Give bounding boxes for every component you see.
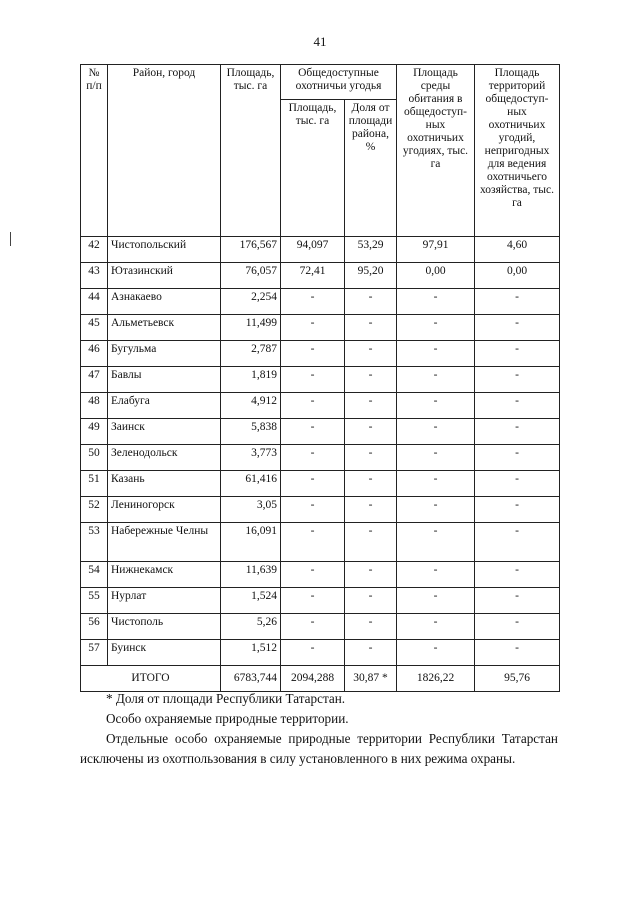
row-public-area: - — [281, 497, 345, 523]
table-row — [81, 393, 560, 419]
table-row — [81, 614, 560, 640]
row-num: 53 — [81, 523, 108, 562]
row-num: 47 — [81, 367, 108, 393]
row-num: 44 — [81, 289, 108, 315]
row-public-share: - — [345, 341, 397, 367]
hunting-lands-table — [80, 64, 560, 692]
row-habitat: - — [397, 393, 475, 419]
row-habitat: - — [397, 614, 475, 640]
row-public-area: - — [281, 419, 345, 445]
row-unsuitable: - — [475, 419, 560, 445]
table-row — [81, 445, 560, 471]
row-habitat: 0,00 — [397, 263, 475, 289]
row-public-area: - — [281, 640, 345, 666]
margin-mark — [10, 232, 11, 246]
row-habitat: - — [397, 445, 475, 471]
row-area: 3,05 — [221, 497, 281, 523]
row-unsuitable: 0,00 — [475, 263, 560, 289]
row-area: 5,26 — [221, 614, 281, 640]
row-unsuitable: - — [475, 588, 560, 614]
row-unsuitable: - — [475, 497, 560, 523]
row-unsuitable: - — [475, 523, 560, 562]
row-habitat: - — [397, 562, 475, 588]
row-public-share: 53,29 — [345, 237, 397, 263]
footnote: * Доля от площади Республики Татарстан. — [106, 691, 346, 706]
row-area: 5,838 — [221, 419, 281, 445]
row-public-share: - — [345, 315, 397, 341]
row-public-share: - — [345, 497, 397, 523]
row-num: 46 — [81, 341, 108, 367]
total-label: ИТОГО — [81, 666, 221, 692]
row-num: 48 — [81, 393, 108, 419]
row-public-share: - — [345, 640, 397, 666]
row-public-area: - — [281, 588, 345, 614]
row-public-share: - — [345, 367, 397, 393]
row-district: Заинск — [108, 419, 221, 445]
row-habitat: - — [397, 289, 475, 315]
row-area: 16,091 — [221, 523, 281, 562]
table-row — [81, 523, 560, 562]
row-habitat: - — [397, 471, 475, 497]
row-unsuitable: 4,60 — [475, 237, 560, 263]
row-public-area: - — [281, 289, 345, 315]
total-row — [81, 666, 560, 692]
row-num: 52 — [81, 497, 108, 523]
row-num: 56 — [81, 614, 108, 640]
row-district: Бавлы — [108, 367, 221, 393]
row-area: 2,254 — [221, 289, 281, 315]
row-habitat: - — [397, 315, 475, 341]
body-paragraph: Отдельные особо охраняемые природные территории Республики Татарстан исключены из охотпользования в силу установленного в них режима охраны. — [80, 731, 558, 766]
table-row — [81, 367, 560, 393]
table-row — [81, 341, 560, 367]
row-district: Зеленодольск — [108, 445, 221, 471]
row-habitat: - — [397, 419, 475, 445]
row-area: 1,819 — [221, 367, 281, 393]
row-public-area: 94,097 — [281, 237, 345, 263]
row-district: Казань — [108, 471, 221, 497]
row-area: 176,567 — [221, 237, 281, 263]
row-num: 54 — [81, 562, 108, 588]
row-public-share: - — [345, 588, 397, 614]
row-district: Ютазинский — [108, 263, 221, 289]
header-public-area: Площадь, тыс. га — [281, 100, 345, 237]
row-area: 11,499 — [221, 315, 281, 341]
row-habitat: 97,91 — [397, 237, 475, 263]
row-district: Набережные Челны — [108, 523, 221, 562]
row-num: 45 — [81, 315, 108, 341]
row-habitat: - — [397, 640, 475, 666]
total-unsuitable: 95,76 — [475, 666, 560, 692]
row-district: Нурлат — [108, 588, 221, 614]
notes-block — [80, 689, 558, 769]
row-num: 51 — [81, 471, 108, 497]
row-public-area: - — [281, 614, 345, 640]
row-unsuitable: - — [475, 393, 560, 419]
row-area: 2,787 — [221, 341, 281, 367]
row-public-area: - — [281, 315, 345, 341]
row-num: 49 — [81, 419, 108, 445]
table-row — [81, 640, 560, 666]
row-num: 43 — [81, 263, 108, 289]
row-public-area: - — [281, 471, 345, 497]
row-unsuitable: - — [475, 289, 560, 315]
section-heading: Особо охраняемые природные территории. — [106, 711, 349, 726]
row-area: 61,416 — [221, 471, 281, 497]
table-row — [81, 289, 560, 315]
table-row — [81, 315, 560, 341]
total-area: 6783,744 — [221, 666, 281, 692]
table-row — [81, 471, 560, 497]
row-public-share: - — [345, 289, 397, 315]
total-habitat: 1826,22 — [397, 666, 475, 692]
row-public-area: 72,41 — [281, 263, 345, 289]
row-public-share: 95,20 — [345, 263, 397, 289]
row-district: Альметьевск — [108, 315, 221, 341]
row-public-area: - — [281, 523, 345, 562]
row-district: Чистопольский — [108, 237, 221, 263]
row-public-share: - — [345, 419, 397, 445]
row-habitat: - — [397, 588, 475, 614]
row-district: Чистополь — [108, 614, 221, 640]
table-row — [81, 562, 560, 588]
row-district: Азнакаево — [108, 289, 221, 315]
row-district: Бугульма — [108, 341, 221, 367]
header-unsuitable-area: Площадь территорий общедоступ-ных охотничьих угодий, непригодных для ведения охотничьего хозяйства, тыс. га — [475, 65, 560, 237]
row-unsuitable: - — [475, 471, 560, 497]
header-habitat-area: Площадь среды обитания в общедоступ-ных охотничьих угодиях, тыс. га — [397, 65, 475, 237]
row-public-share: - — [345, 614, 397, 640]
row-public-area: - — [281, 393, 345, 419]
row-district: Буинск — [108, 640, 221, 666]
table-row — [81, 237, 560, 263]
row-num: 57 — [81, 640, 108, 666]
row-public-share: - — [345, 562, 397, 588]
row-public-share: - — [345, 393, 397, 419]
table-row — [81, 419, 560, 445]
row-public-share: - — [345, 445, 397, 471]
row-district: Елабуга — [108, 393, 221, 419]
row-habitat: - — [397, 341, 475, 367]
header-num: № п/п — [81, 65, 108, 237]
row-public-share: - — [345, 471, 397, 497]
row-habitat: - — [397, 497, 475, 523]
row-unsuitable: - — [475, 640, 560, 666]
row-public-area: - — [281, 341, 345, 367]
header-area: Площадь, тыс. га — [221, 65, 281, 237]
total-public-area: 2094,288 — [281, 666, 345, 692]
row-area: 11,639 — [221, 562, 281, 588]
table-row — [81, 497, 560, 523]
row-unsuitable: - — [475, 315, 560, 341]
row-num: 50 — [81, 445, 108, 471]
row-habitat: - — [397, 367, 475, 393]
row-area: 1,512 — [221, 640, 281, 666]
row-area: 3,773 — [221, 445, 281, 471]
row-area: 1,524 — [221, 588, 281, 614]
row-district: Лениногорск — [108, 497, 221, 523]
row-public-area: - — [281, 445, 345, 471]
table-row — [81, 263, 560, 289]
table-row — [81, 588, 560, 614]
page-number: 41 — [313, 34, 327, 49]
row-area: 4,912 — [221, 393, 281, 419]
row-district: Нижнекамск — [108, 562, 221, 588]
row-public-share: - — [345, 523, 397, 562]
row-num: 42 — [81, 237, 108, 263]
row-unsuitable: - — [475, 445, 560, 471]
row-unsuitable: - — [475, 367, 560, 393]
row-habitat: - — [397, 523, 475, 562]
header-public-lands: Общедоступные охотничьи угодья — [281, 65, 397, 100]
header-public-share: Доля от площади района, % — [345, 100, 397, 237]
row-unsuitable: - — [475, 614, 560, 640]
row-num: 55 — [81, 588, 108, 614]
header-district: Район, город — [108, 65, 221, 237]
row-unsuitable: - — [475, 562, 560, 588]
row-public-area: - — [281, 562, 345, 588]
row-unsuitable: - — [475, 341, 560, 367]
row-public-area: - — [281, 367, 345, 393]
row-area: 76,057 — [221, 263, 281, 289]
total-public-share: 30,87 * — [345, 666, 397, 692]
